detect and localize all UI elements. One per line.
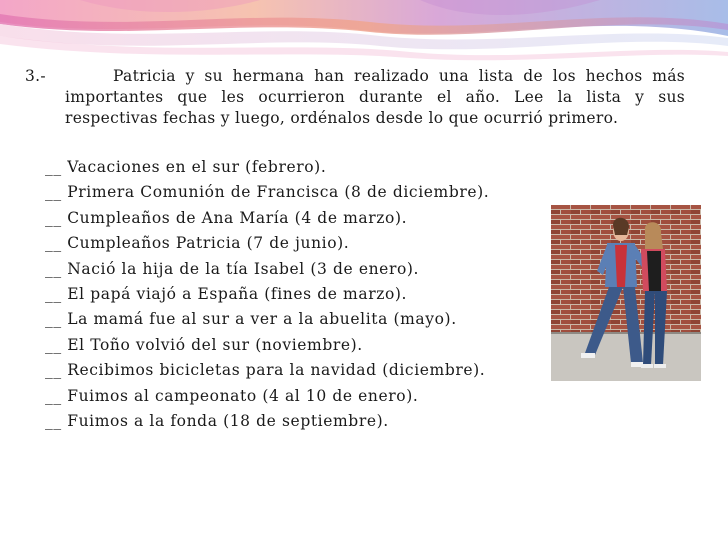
list-item: __ Nació la hija de la tía Isabel (3 de enero). — [45, 259, 420, 278]
list-item: __ Cumpleaños Patricia (7 de junio). — [45, 234, 350, 253]
list-item: __ Recibimos bicicletas para la navidad (diciembre). — [45, 361, 486, 380]
list-item: __ Fuimos a la fonda (18 de septiembre). — [45, 412, 389, 431]
instruction-paragraph — [25, 66, 685, 129]
event-list — [45, 155, 565, 434]
list-item: __ Fuimos al campeonato (4 al 10 de enero). — [45, 386, 419, 405]
header-decoration-icon — [0, 0, 728, 64]
list-item: __ El papá viajó a España (fines de marzo). — [45, 285, 408, 304]
two-girls-photo-icon — [551, 205, 701, 381]
instruction-number: 3.- — [25, 67, 46, 85]
list-item: __ La mamá fue al sur a ver a la abuelita (mayo). — [45, 310, 457, 329]
list-item: __ El Toño volvió del sur (noviembre). — [45, 335, 363, 354]
list-item: __ Primera Comunión de Francisca (8 de diciembre). — [45, 183, 490, 202]
list-item: __ Vacaciones en el sur (febrero). — [45, 158, 327, 176]
instruction-text: Patricia y su hermana han realizado una lista de los hechos más importantes que les ocurrieron durante el año. Lee la lista y sus respectivas fechas y luego, ordénalos desde lo que ocurrió primero. — [65, 67, 685, 127]
list-item: __ Cumpleaños de Ana María (4 de marzo). — [45, 208, 408, 227]
